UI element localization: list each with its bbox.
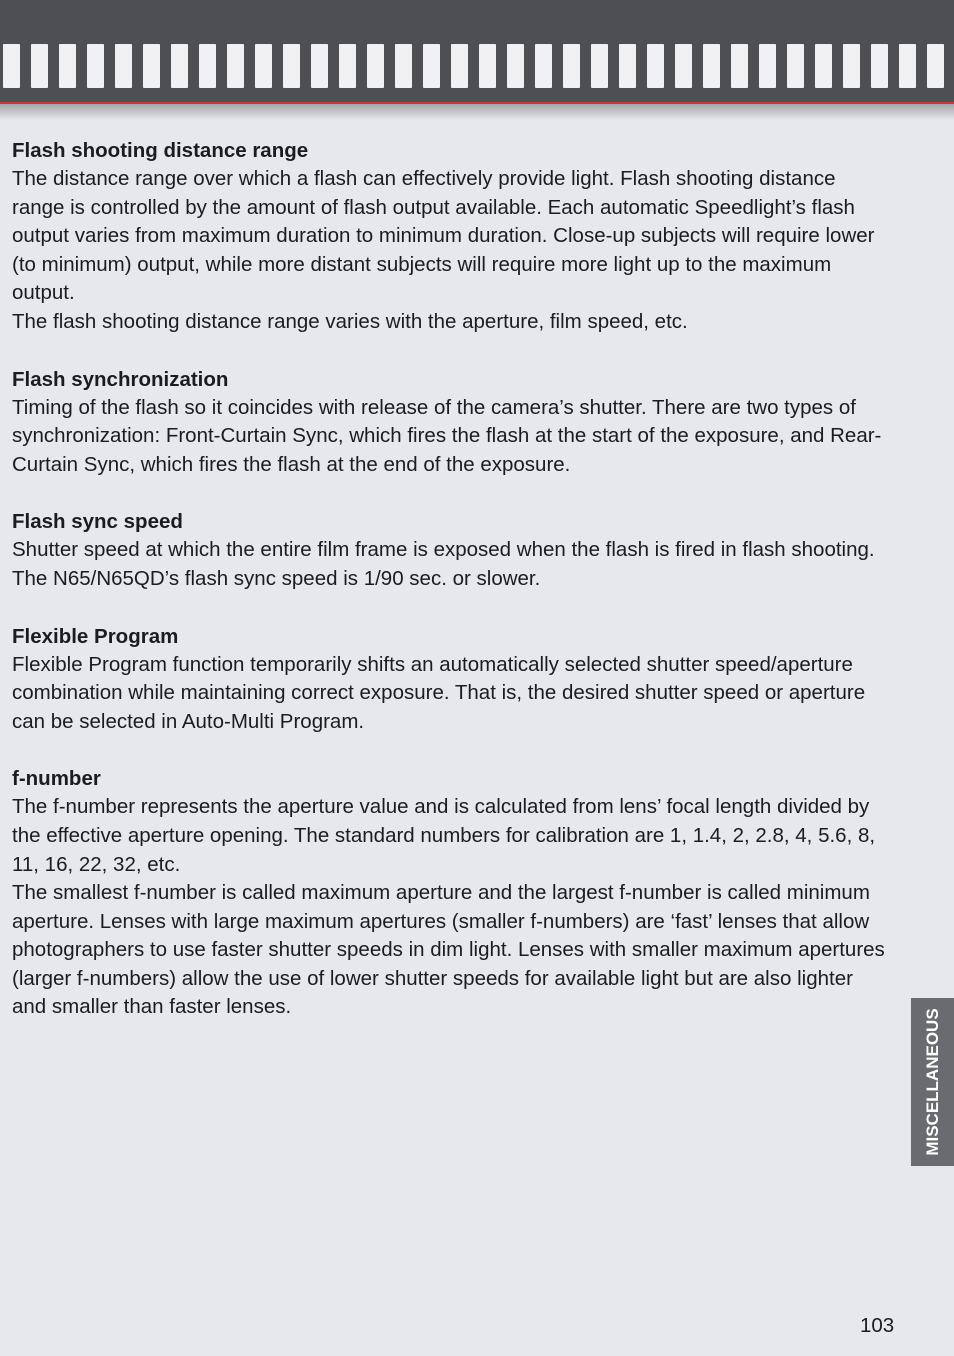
sprocket-hole <box>395 44 412 88</box>
sprocket-hole <box>311 44 328 88</box>
sprocket-hole <box>423 44 440 88</box>
section-heading: Flexible Program <box>12 624 179 648</box>
sprocket-hole <box>815 44 832 88</box>
section-paragraph: The f-number represents the aperture value and is calculated from lens’ focal length divided by the effective aperture opening. The standard numbers for calibration are 1, 1.4, 2, 2.8, 4, 5.6, 8, 11, 16, 22, 32, etc. <box>12 795 876 876</box>
chapter-side-tab-label: MISCELLANEOUS <box>922 1008 942 1156</box>
sprocket-hole <box>927 44 944 88</box>
sprocket-hole <box>87 44 104 88</box>
header-shadow <box>0 104 954 120</box>
glossary-content <box>12 136 892 1050</box>
section-paragraph: Timing of the flash so it coincides with release of the camera’s shutter. There are two types of synchronization: Front-Curtain Sync, which fires the flash at the start of the exposure, and Rear-Curtain Sync, which fires the flash at the end of the exposure. <box>12 395 882 476</box>
sprocket-hole <box>339 44 356 88</box>
section-heading: f-number <box>12 767 101 791</box>
section-flexible-program <box>12 622 892 737</box>
sprocket-hole <box>199 44 216 88</box>
sprocket-hole <box>647 44 664 88</box>
chapter-side-tab <box>911 998 954 1166</box>
sprocket-hole <box>115 44 132 88</box>
section-heading: Flash shooting distance range <box>12 139 309 162</box>
section-heading: Flash synchronization <box>12 367 229 391</box>
section-flash-synchronization <box>12 365 892 480</box>
sprocket-hole <box>619 44 636 88</box>
page-number: 103 <box>860 1314 895 1337</box>
section-flash-sync-speed <box>12 507 892 593</box>
sprocket-hole <box>731 44 748 88</box>
sprocket-hole <box>255 44 272 88</box>
section-paragraph: Shutter speed at which the entire film frame is exposed when the flash is fired in flash shooting. The N65/N65QD’s flash sync speed is 1/90 sec. or slower. <box>12 538 875 590</box>
sprocket-hole <box>59 44 76 88</box>
sprocket-hole <box>479 44 496 88</box>
sprocket-hole <box>227 44 244 88</box>
sprocket-hole <box>171 44 188 88</box>
sprocket-hole <box>871 44 888 88</box>
sprocket-hole <box>563 44 580 88</box>
sprocket-hole <box>899 44 916 88</box>
section-paragraph: The distance range over which a flash can effectively provide light. Flash shooting distance range is controlled by the amount of flash output available. Each automatic Speedlight’s flash output varies from maximum duration to minimum duration. Close-up subjects will require lower (to minimum) output, while more distant subjects will require more light up to the maximum output. <box>12 167 875 305</box>
sprocket-hole <box>703 44 720 88</box>
sprocket-hole <box>367 44 384 88</box>
section-paragraph: The flash shooting distance range varies with the aperture, film speed, etc. <box>12 309 688 333</box>
sprocket-hole <box>759 44 776 88</box>
sprocket-hole <box>451 44 468 88</box>
film-sprocket-strip <box>0 44 954 88</box>
sprocket-hole <box>31 44 48 88</box>
sprocket-hole <box>535 44 552 88</box>
sprocket-hole <box>591 44 608 88</box>
section-f-number <box>12 764 892 1022</box>
sprocket-hole <box>787 44 804 88</box>
section-flash-shooting-distance-range <box>12 136 892 337</box>
sprocket-hole <box>507 44 524 88</box>
section-paragraph: The smallest f-number is called maximum aperture and the largest f-number is called minimum aperture. Lenses with large maximum apertures (smaller f-numbers) are ‘fast’ lenses that allow photographers to use faster shutter speeds in dim light. Lenses with smaller maximum apertures (larger f-numbers) allow the use of lower shutter speeds for available light but are also lighter and smaller than faster lenses. <box>12 881 885 1019</box>
sprocket-hole <box>843 44 860 88</box>
section-heading: Flash sync speed <box>12 510 183 534</box>
sprocket-hole <box>283 44 300 88</box>
sprocket-hole <box>675 44 692 88</box>
section-paragraph: Flexible Program function temporarily shifts an automatically selected shutter speed/aperture combination while maintaining correct exposure. That is, the desired shutter speed or aperture can be selected in Auto-Multi Program. <box>12 652 866 733</box>
sprocket-hole <box>143 44 160 88</box>
sprocket-hole <box>3 44 20 88</box>
